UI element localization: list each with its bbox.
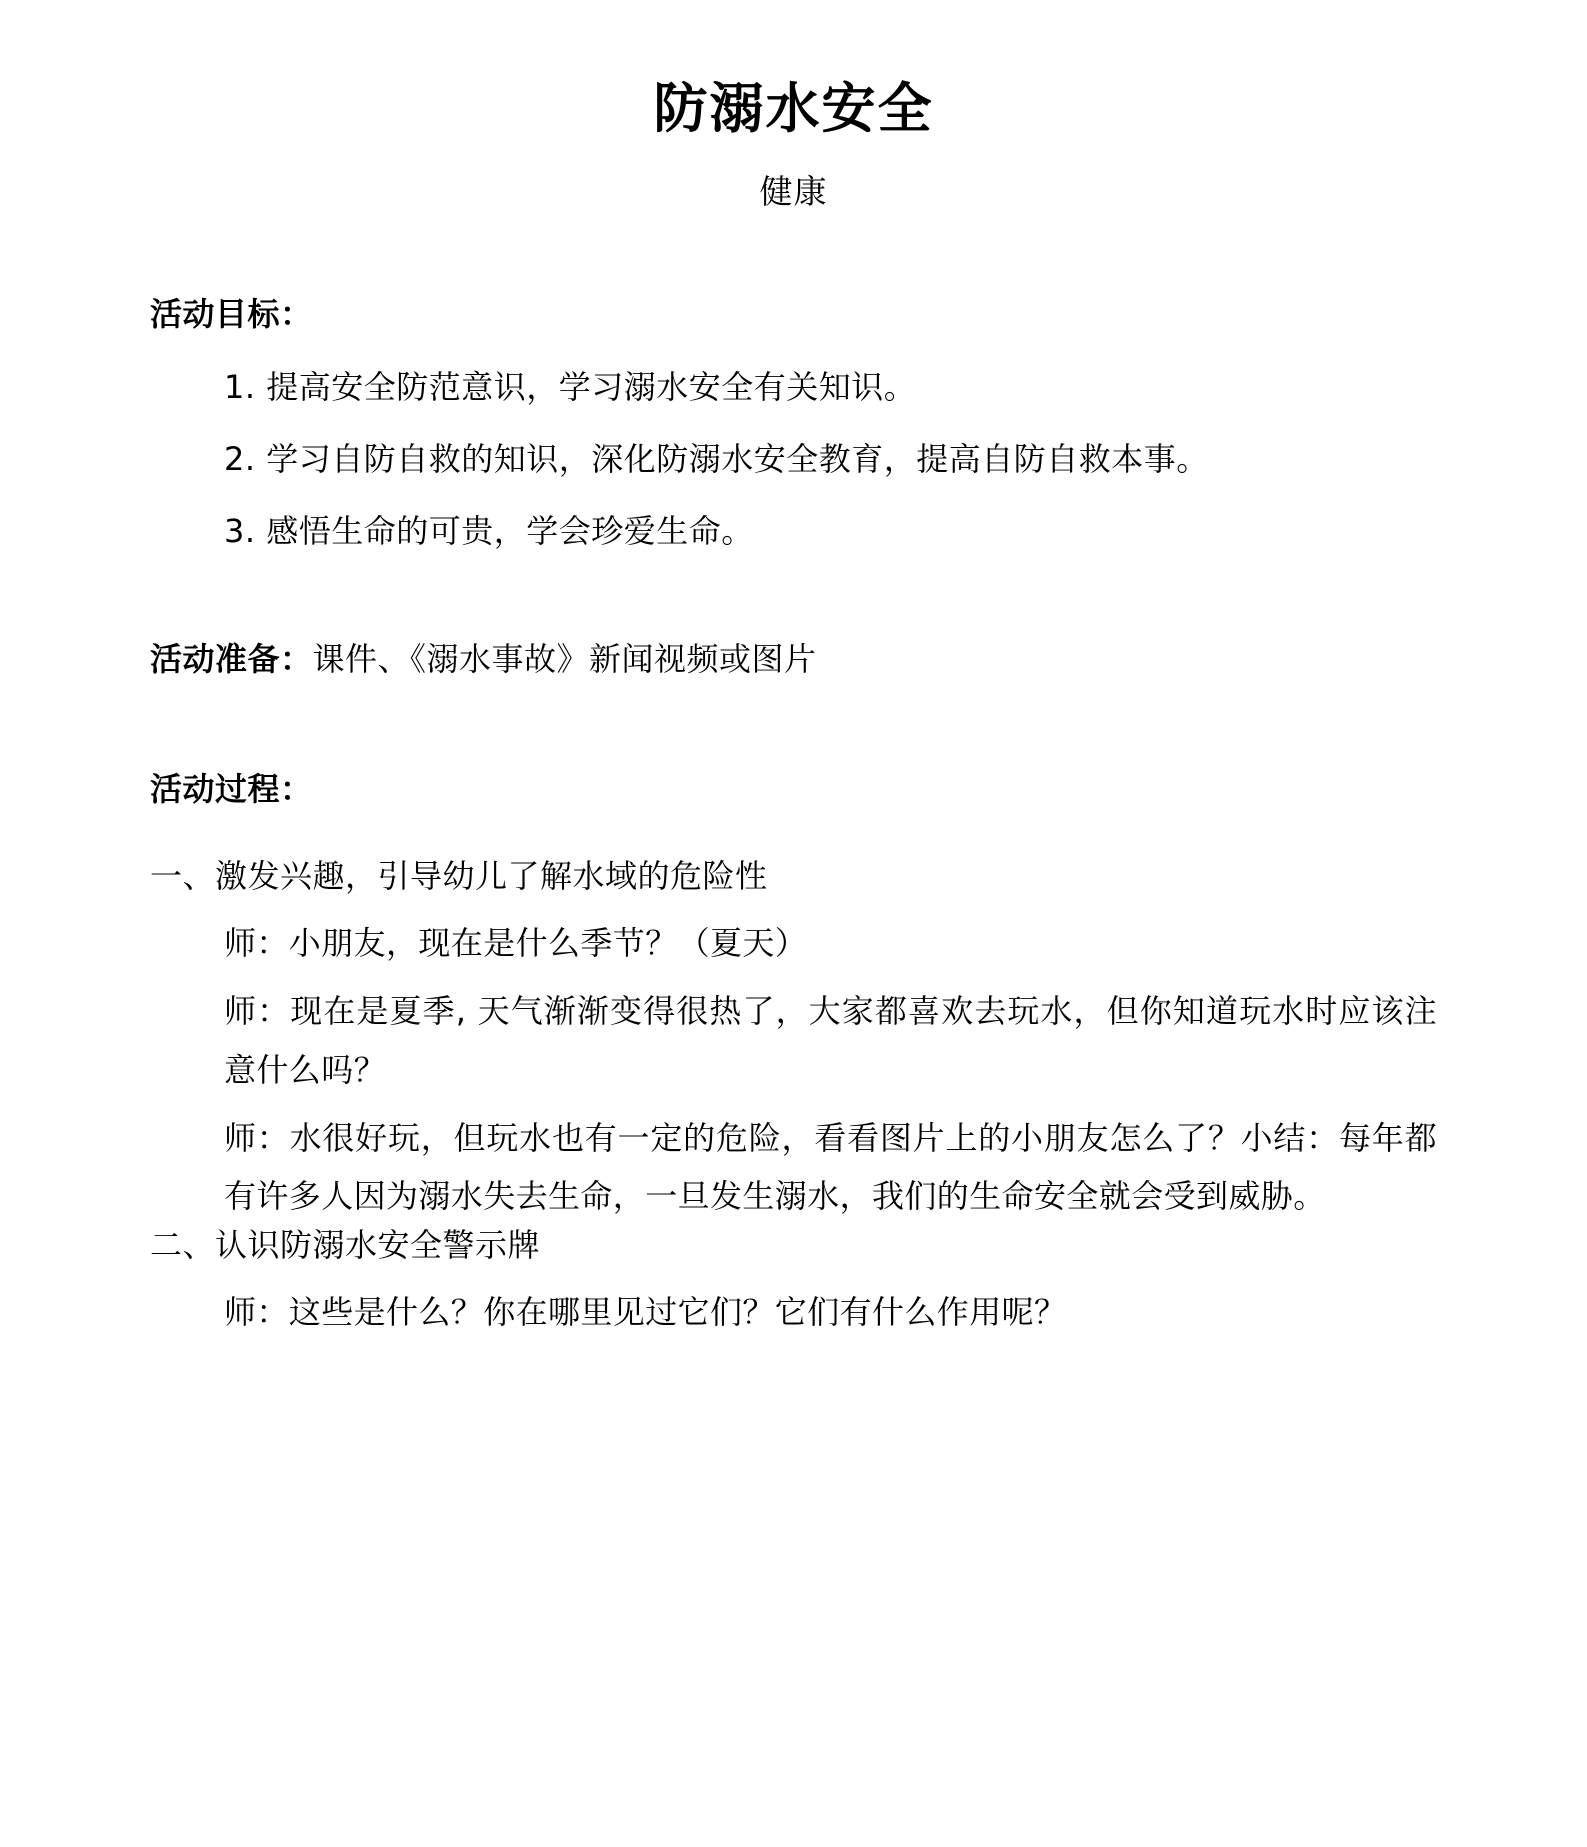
page-title: 防溺水安全 [653, 77, 934, 140]
process-section-1-title: 一、激发兴趣，引导幼儿了解水域的危险性 [150, 857, 768, 896]
objective-item: 1. 提高安全防范意识，学习溺水安全有关知识。 [224, 368, 917, 407]
objective-item: 2. 学习自防自救的知识，深化防溺水安全教育，提高自防自救本事。 [224, 440, 1209, 479]
spacer [150, 681, 1437, 769]
process-section-1-line: 师：小朋友，现在是什么季节？（夏天） [224, 924, 808, 963]
spacer [150, 810, 1437, 856]
preparation-label: 活动准备： [150, 640, 313, 679]
page-subtitle: 健康 [759, 172, 828, 212]
process-section-2-title: 二、认识防溺水安全警示牌 [150, 1226, 541, 1265]
preparation-value: 课件、《溺水事故》新闻视频或图片 [312, 640, 817, 679]
process-heading: 活动过程： [150, 769, 313, 808]
preparation-line [150, 639, 1437, 681]
objectives-list [150, 335, 1437, 551]
objectives-heading: 活动目标： [150, 294, 313, 333]
spacer [150, 551, 1437, 639]
process-section-1-line: 师：水很好玩，但玩水也有一定的危险，看看图片上的小朋友怎么了？小结：每年都有许多人因为溺水失去生命，一旦发生溺水，我们的生命安全就会受到威胁。 [224, 1118, 1437, 1215]
objective-item: 3. 感悟生命的可贵，学会珍爱生命。 [224, 512, 754, 551]
process-section-1-line: 师：现在是夏季, 天气渐渐变得很热了，大家都喜欢去玩水，但你知道玩水时应该注意什么吗？ [224, 992, 1437, 1089]
process-section-2-line: 师：这些是什么？你在哪里见过它们？它们有什么作用呢？ [224, 1292, 1067, 1331]
document-body [0, 212, 1587, 1341]
